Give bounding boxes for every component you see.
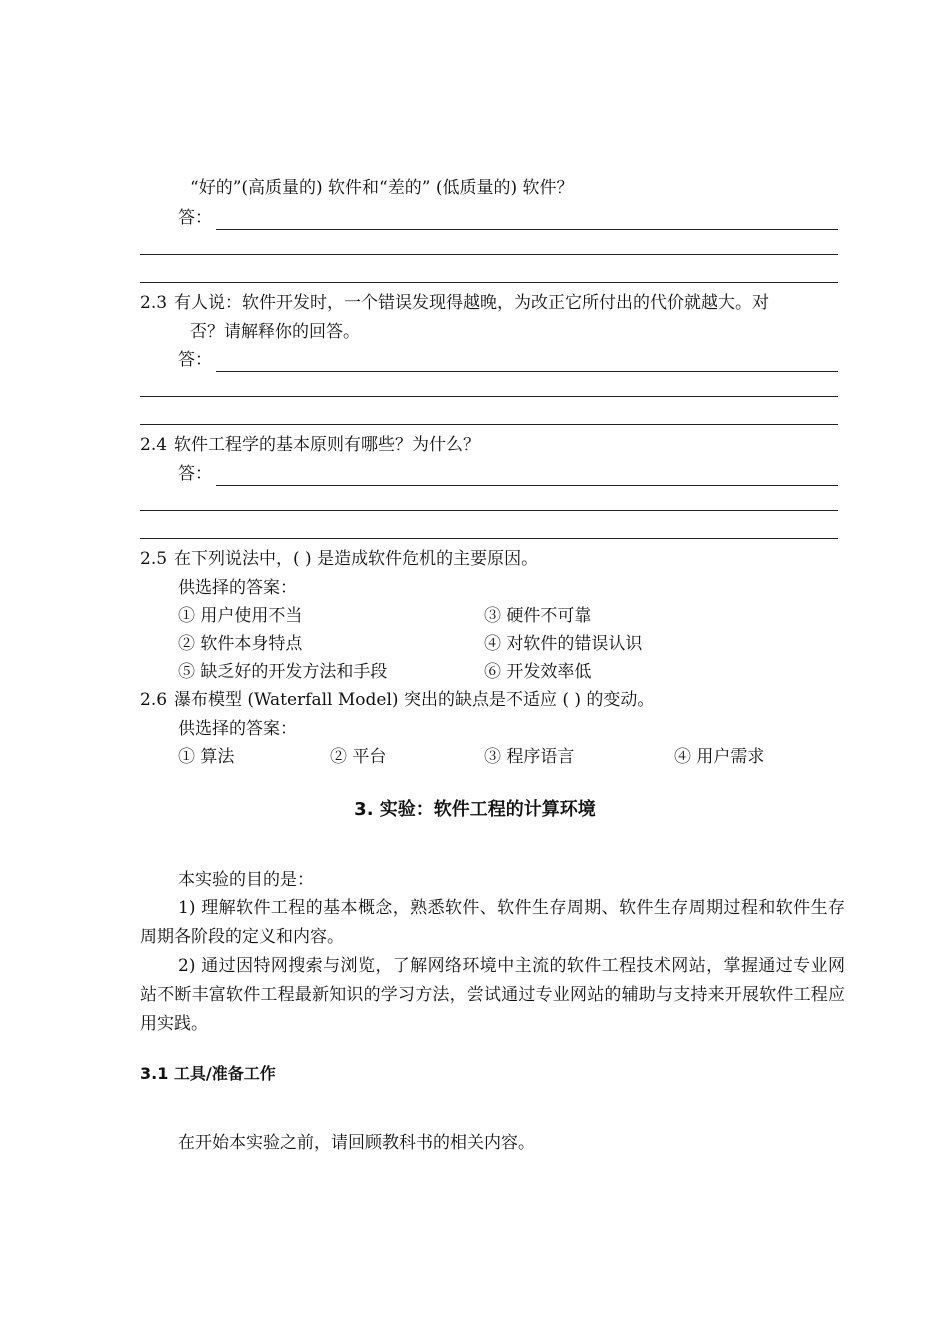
- option-1[interactable]: ① 用户使用不当: [178, 606, 303, 626]
- answer-blank-line: [140, 254, 838, 255]
- option-1[interactable]: ① 算法: [178, 747, 235, 767]
- answer-label: 答：: [178, 464, 212, 484]
- option-2[interactable]: ② 平台: [330, 747, 387, 767]
- answer-blank-line: [140, 538, 838, 539]
- question-number: 2.4: [140, 435, 168, 455]
- question-text: 有人说：软件开发时，一个错误发现得越晚，为改正它所付出的代价就越大。对: [174, 293, 769, 313]
- goal-1-text: 1) 理解软件工程的基本概念，熟悉软件、软件生存周期、软件生存周期过程和软件生存周期各阶段的定义和内容。: [140, 898, 845, 947]
- answer-label: 答：: [178, 350, 212, 370]
- question-text: 在下列说法中，( ) 是造成软件危机的主要原因。: [174, 549, 539, 569]
- option-2[interactable]: ② 软件本身特点: [178, 634, 303, 654]
- answer-line[interactable]: [178, 206, 838, 230]
- option-5[interactable]: ⑤ 缺乏好的开发方法和手段: [178, 662, 388, 682]
- question-number: 2.5: [140, 549, 168, 569]
- option-4[interactable]: ④ 对软件的错误认识: [484, 634, 643, 654]
- option-6[interactable]: ⑥ 开发效率低: [484, 662, 592, 682]
- answer-line[interactable]: [178, 348, 838, 372]
- answer-blank-line: [140, 424, 838, 425]
- answer-label: 答：: [178, 208, 212, 228]
- goal-2-text: 2) 通过因特网搜索与浏览，了解网络环境中主流的软件工程技术网站，掌握通过专业网站不断丰富软件工程最新知识的学习方法，尝试通过专业网站的辅助与支持来开展软件工程应用实践。: [140, 956, 845, 1034]
- options-label: 供选择的答案：: [178, 719, 297, 739]
- answer-blank-line: [140, 396, 838, 397]
- goal-paragraph-2: [140, 952, 845, 1039]
- question-text: 瀑布模型 (Waterfall Model) 突出的缺点是不适应 ( ) 的变动。: [174, 690, 655, 710]
- subsection-text: 在开始本实验之前，请回顾教科书的相关内容。: [178, 1133, 535, 1153]
- answer-underline: [216, 485, 838, 486]
- question-text-continued: 否？请解释你的回答。: [190, 322, 360, 342]
- section-heading: 3. 实验：软件工程的计算环境: [354, 799, 596, 820]
- section-intro: 本实验的目的是：: [178, 870, 314, 890]
- subsection-heading: 3.1 工具/准备工作: [140, 1064, 276, 1083]
- question-number: 2.6: [140, 690, 168, 710]
- question-text: 软件工程学的基本原则有哪些？为什么？: [174, 435, 480, 455]
- options-label: 供选择的答案：: [178, 578, 297, 598]
- question-number: 2.3: [140, 293, 168, 313]
- option-4[interactable]: ④ 用户需求: [674, 747, 765, 767]
- question-continuation-text: “好的”(高质量的) 软件和“差的” (低质量的) 软件？: [190, 178, 574, 198]
- answer-underline: [216, 371, 838, 372]
- answer-underline: [216, 229, 838, 230]
- answer-line[interactable]: [178, 462, 838, 486]
- answer-blank-line: [140, 510, 838, 511]
- option-3[interactable]: ③ 硬件不可靠: [484, 606, 592, 626]
- answer-blank-line: [140, 282, 838, 283]
- goal-paragraph-1: [140, 894, 845, 952]
- option-3[interactable]: ③ 程序语言: [484, 747, 575, 767]
